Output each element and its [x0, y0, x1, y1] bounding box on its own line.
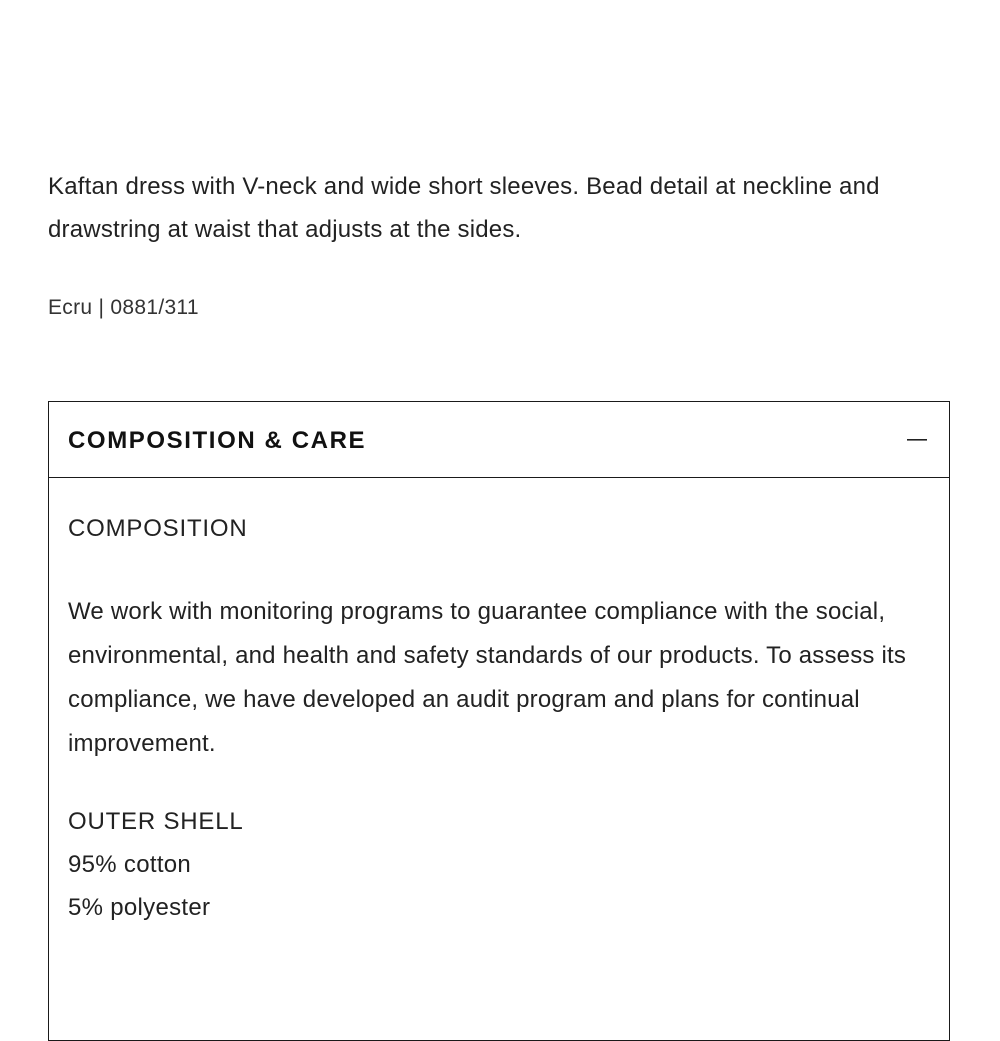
outer-shell-label: OUTER SHELL [68, 808, 244, 835]
material-list [68, 800, 244, 929]
minus-icon[interactable] [907, 439, 927, 441]
material-item: 95% cotton [68, 851, 192, 878]
product-color-reference: Ecru | 0881/311 [48, 296, 199, 319]
composition-care-accordion-header[interactable] [49, 402, 949, 478]
product-description: Kaftan dress with V-neck and wide short sleeves. Bead detail at neckline and drawstring at waist that adjusts at the sides. [48, 173, 880, 243]
accordion-title: COMPOSITION & CARE [68, 427, 367, 454]
material-item: 5% polyester [68, 894, 211, 921]
composition-heading: COMPOSITION [68, 515, 248, 542]
composition-care-accordion [48, 401, 950, 1041]
composition-compliance-text: We work with monitoring programs to guarantee compliance with the social, environmental, and health and safety standards of our products. To assess its compliance, we have developed an audit program and plans for continual improvement. [68, 598, 907, 757]
